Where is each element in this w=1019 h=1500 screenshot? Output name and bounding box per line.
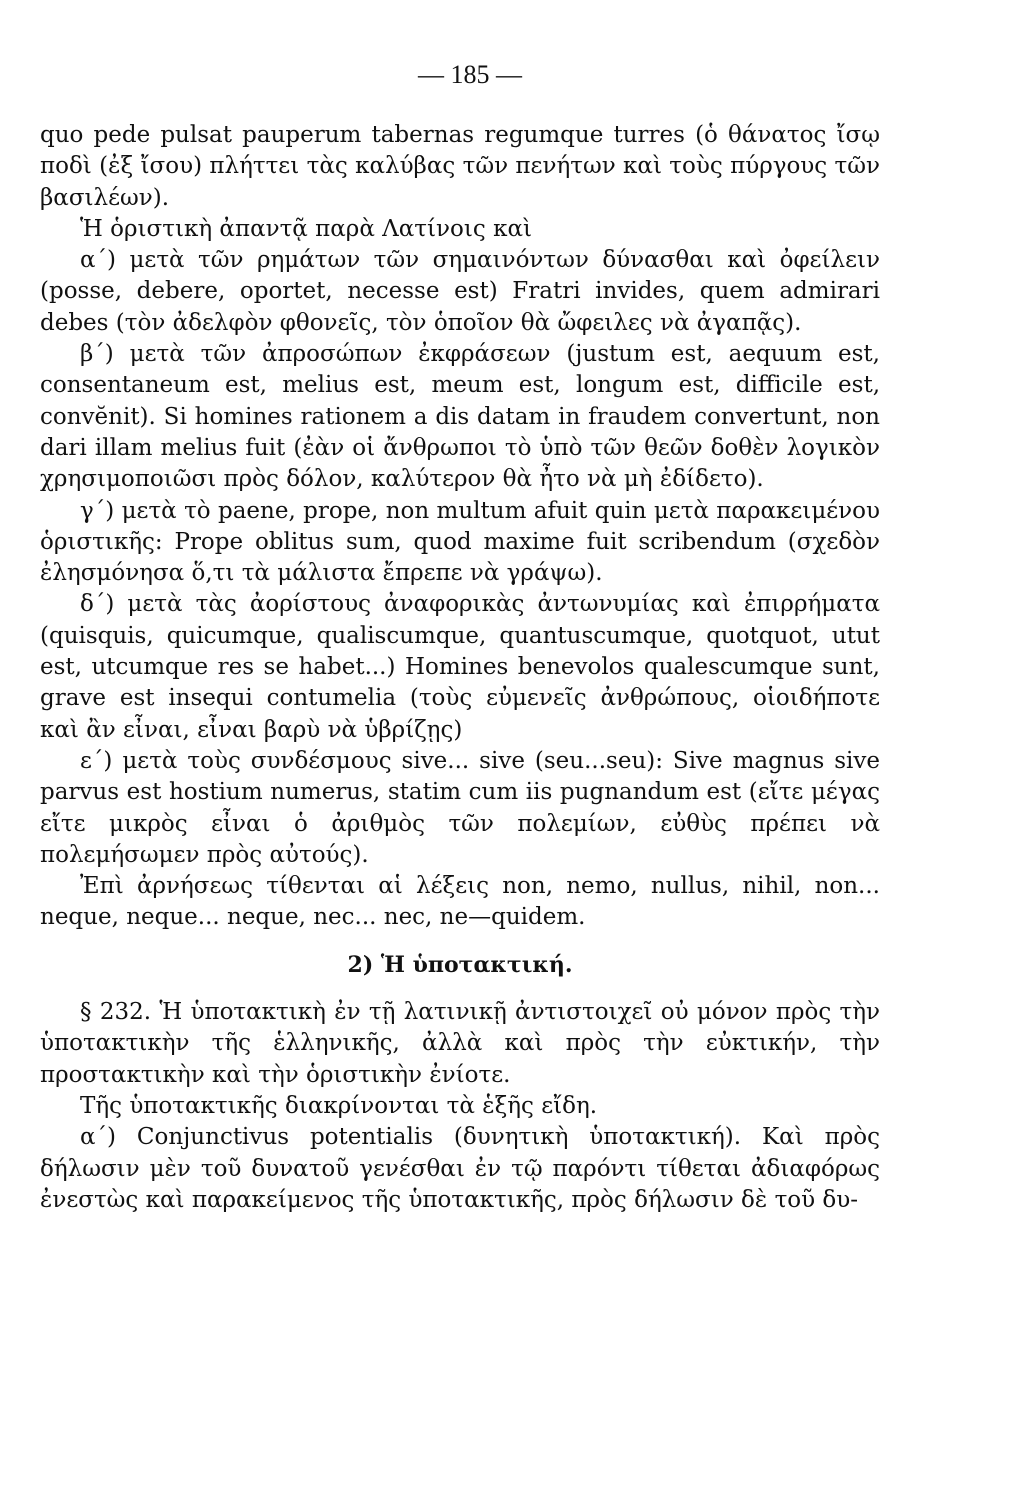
paragraph: Ἐπὶ ἀρνήσεως τίθενται αἱ λέξεις non, nemo, nullus, nihil, non... neque, neque... neque, nec... nec, ne—quidem. (40, 873, 880, 931)
paragraph: α΄) Conjunctivus potentialis (δυνητικὴ ὑποτακτική). Καὶ πρὸς δήλωσιν μὲν τοῦ δυνατοῦ γενέσθαι ἐν τῷ παρόντι τίθεται ἀδιαφόρως ἐνεστὼς καὶ παρακείμενος τῆς ὑποτακτικῆς, πρὸς δήλωσιν δὲ τοῦ δυ- (40, 1124, 880, 1213)
paragraph: Τῆς ὑποτακτικῆς διακρίνονται τὰ ἑξῆς εἴδη. (80, 1092, 598, 1119)
paragraph: γ΄) μετὰ τὸ paene, prope, non multum afuit quin μετὰ παρακειμένου ὁριστικῆς: Prope oblitus sum, quod maxime fuit scribendum (σχεδὸν ἐλησμόνησα ὅ,τι τὰ μάλιστα ἔπρεπε νὰ γράψω). (40, 497, 880, 587)
paragraph: quo pede pulsat pauperum tabernas regumque turres (ὁ θάνατος ἴσῳ ποδὶ (ἐξ ἴσου) πλήττει τὰς καλύβας τῶν πενήτων καὶ τοὺς πύργους τῶν βασιλέων). (40, 122, 880, 211)
body-text (40, 120, 880, 1216)
page-number: — 185 — (418, 60, 522, 89)
paragraph: α΄) μετὰ τῶν ρημάτων τῶν σημαινόντων δύνασθαι καὶ ὀφείλειν (posse, debere, oportet, necesse est) Fratri invides, quem admirari debes (τὸν ἀδελφὸν φθονεῖς, τὸν ὁποῖον θὰ ὤφειλες νὰ ἀγαπᾷς). (40, 247, 880, 336)
paragraph: δ΄) μετὰ τὰς ἀορίστους ἀναφορικὰς ἀντωνυμίας καὶ ἐπιρρήματα (quisquis, quicumque, qualiscumque, quantuscumque, quotquot, utut est, utcumque res se habet...) Homines benevolos qualescumque sunt, grave est insequi contumelia (τοὺς εὐμενεῖς ἀνθρώπους, οἱοιδήποτε καὶ ἂν εἶναι, εἶναι βαρὺ νὰ ὑβρίζῃς) (40, 591, 880, 743)
paragraph: ε΄) μετὰ τοὺς συνδέσμους sive... sive (seu...seu): Sive magnus sive parvus est hostium numerus, statim cum iis pugnandum est (εἴτε μέγας εἴτε μικρὸς εἶναι ὁ ἀριθμὸς τῶν πολεμίων, εὐθὺς πρέπει νὰ πολεμήσωμεν πρὸς αὐτούς). (40, 747, 880, 868)
paragraph: § 232. Ἡ ὑποτακτικὴ ἐν τῇ λατινικῇ ἀντιστοιχεῖ οὐ μόνον πρὸς τὴν ὑποτακτικὴν τῆς ἑλληνικῆς, ἀλλὰ καὶ πρὸς τὴν εὐκτικήν, τὴν προστακτικὴν καὶ τὴν ὁριστικὴν ἐνίοτε. (40, 999, 880, 1088)
paragraph: β΄) μετὰ τῶν ἀπροσώπων ἐκφράσεων (justum est, aequum est, consentaneum est, melius est, meum est, longum est, difficile est, convĕnit). Si homines rationem a dis datam in fraudem convertunt, non dari illam melius fuit (ἐὰν οἱ ἄνθρωποι τὸ ὑπὸ τῶν θεῶν δοθὲν λογικὸν χρησιμοποιῶσι πρὸς δόλον, καλύτερον θὰ ἦτο νὰ μὴ ἐδίδετο). (40, 341, 880, 493)
paragraph: Ἡ ὁριστικὴ ἀπαντᾷ παρὰ Λατίνοις καὶ (80, 215, 533, 242)
section-heading: 2) Ἡ ὑποτακτική. (347, 951, 573, 978)
